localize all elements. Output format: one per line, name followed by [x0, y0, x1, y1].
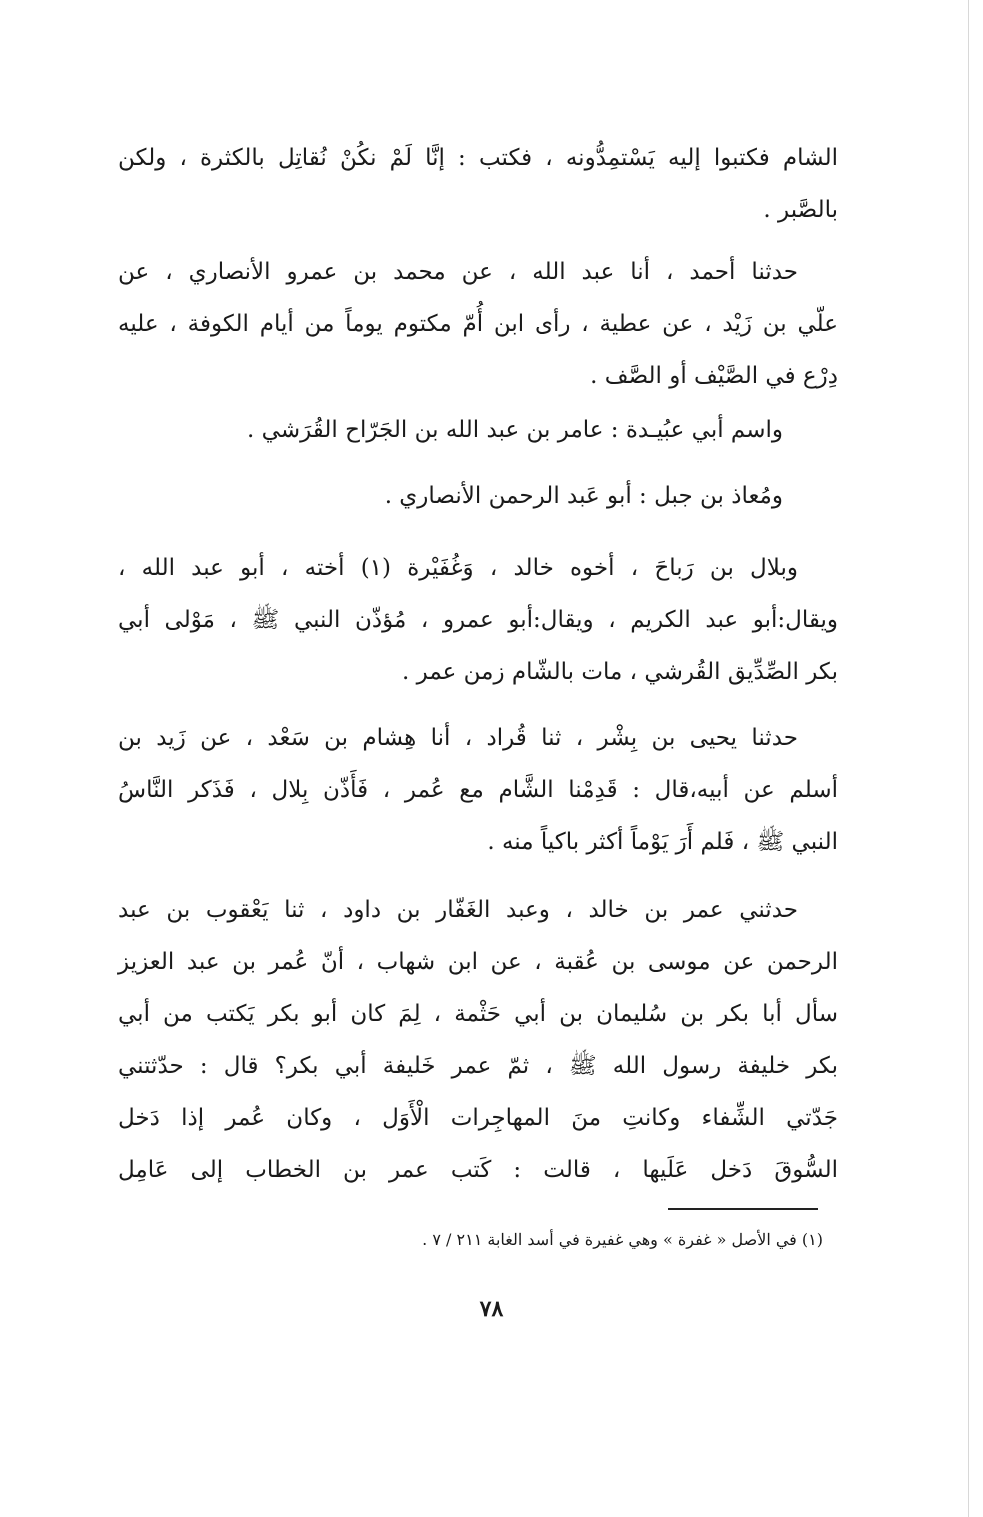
text-line: بالصَّبر . [763, 197, 838, 223]
text-line: أسلم عن أبيه،قال : قَدِمْنا الشَّام مع عُمر ، فَأَذّن بِلال ، فَذَكر النَّاسُ [118, 777, 838, 803]
paragraph-umar-ibn-khalid [118, 884, 838, 1196]
text-line: جَدّتي الشِّفاء وكانتِ منَ المهاجِرات الْأَوَل ، وكان عُمر إذا دَخل [118, 1105, 838, 1131]
paragraph-muadh: ومُعاذ بن جبل : أبو عَبد الرحمن الأنصاري . [384, 483, 783, 509]
footnote-separator [668, 1208, 818, 1210]
text-line: السُّوقَ دَخل عَلَيها ، قالت : كَتب عمر بن الخطاب إلى عَامِل [118, 1157, 838, 1183]
text-line: دِرْع في الصَّيْف أو الصَّف . [590, 363, 838, 389]
paragraph-continuation [118, 132, 838, 236]
text-line: الشام فكتبوا إليه يَسْتمِدُّونه ، فكتب : إنَّا لَمْ نكُنْ نُقاتِل بالكثرة ، ولكن [118, 145, 838, 171]
text-line: حدثني عمر بن خالد ، وعبد الغَفّار بن داود ، ثنا يَعْقوب بن عبد [118, 897, 798, 923]
text-line: وبلال بن رَباحَ ، أخوه خالد ، وَغُفَيْرة (١) أخته ، أبو عبد الله ، [118, 555, 798, 581]
text-line: الرحمن عن موسى بن عُقبة ، عن ابن شهاب ، أنّ عُمر بن عبد العزيز [118, 949, 838, 975]
text-line: سأل أبا بكر بن سُليمان بن أبي حَثْمة ، لِمَ كان أبو بكر يَكتب من أبي [118, 1001, 838, 1027]
text-line: علّي بن زَيْد ، عن عطية ، رأى ابن أُمّ مكتوم يوماً من أيام الكوفة ، عليه [118, 311, 838, 337]
paragraph-ahmad [118, 246, 838, 402]
text-line: بكر الصِّدِّيق القُرشي ، مات بالشّام زمن عمر . [402, 659, 838, 685]
text-line: ويقال:أبو عبد الكريم ، ويقال:أبو عمرو ، مُؤذّن النبي ﷺ ، مَوْلى أبي [118, 607, 838, 633]
page-edge-line [968, 0, 969, 1517]
text-line: حدثنا يحيى بن بِشْر ، ثنا قُراد ، أنا هِشام بن سَعْد ، عن زَيد بن [118, 725, 798, 751]
text-line: النبي ﷺ ، فَلم أَرَ يَوْماً أكثر باكياً منه . [487, 829, 838, 855]
text-line: حدثنا أحمد ، أنا عبد الله ، عن محمد بن عمرو الأنصاري ، عن [118, 259, 798, 285]
paragraph-bilal [118, 542, 838, 698]
page-number: ٧٨ [479, 1296, 504, 1322]
paragraph-yahya [118, 712, 838, 868]
text-line: بكر خليفة رسول الله ﷺ ، ثمّ عمر خَليفة أبي بكر؟ قال : حدّثتني [118, 1053, 838, 1079]
paragraph-abu-ubayda: واسم أبي عبُيـدة : عامر بن عبد الله بن الجَرّاح القُرَشي . [247, 417, 783, 443]
footnote: (١) في الأصل « غفرة » وهي غفيرة في أسد الغابة ٢١١ / ٧ . [422, 1230, 823, 1249]
